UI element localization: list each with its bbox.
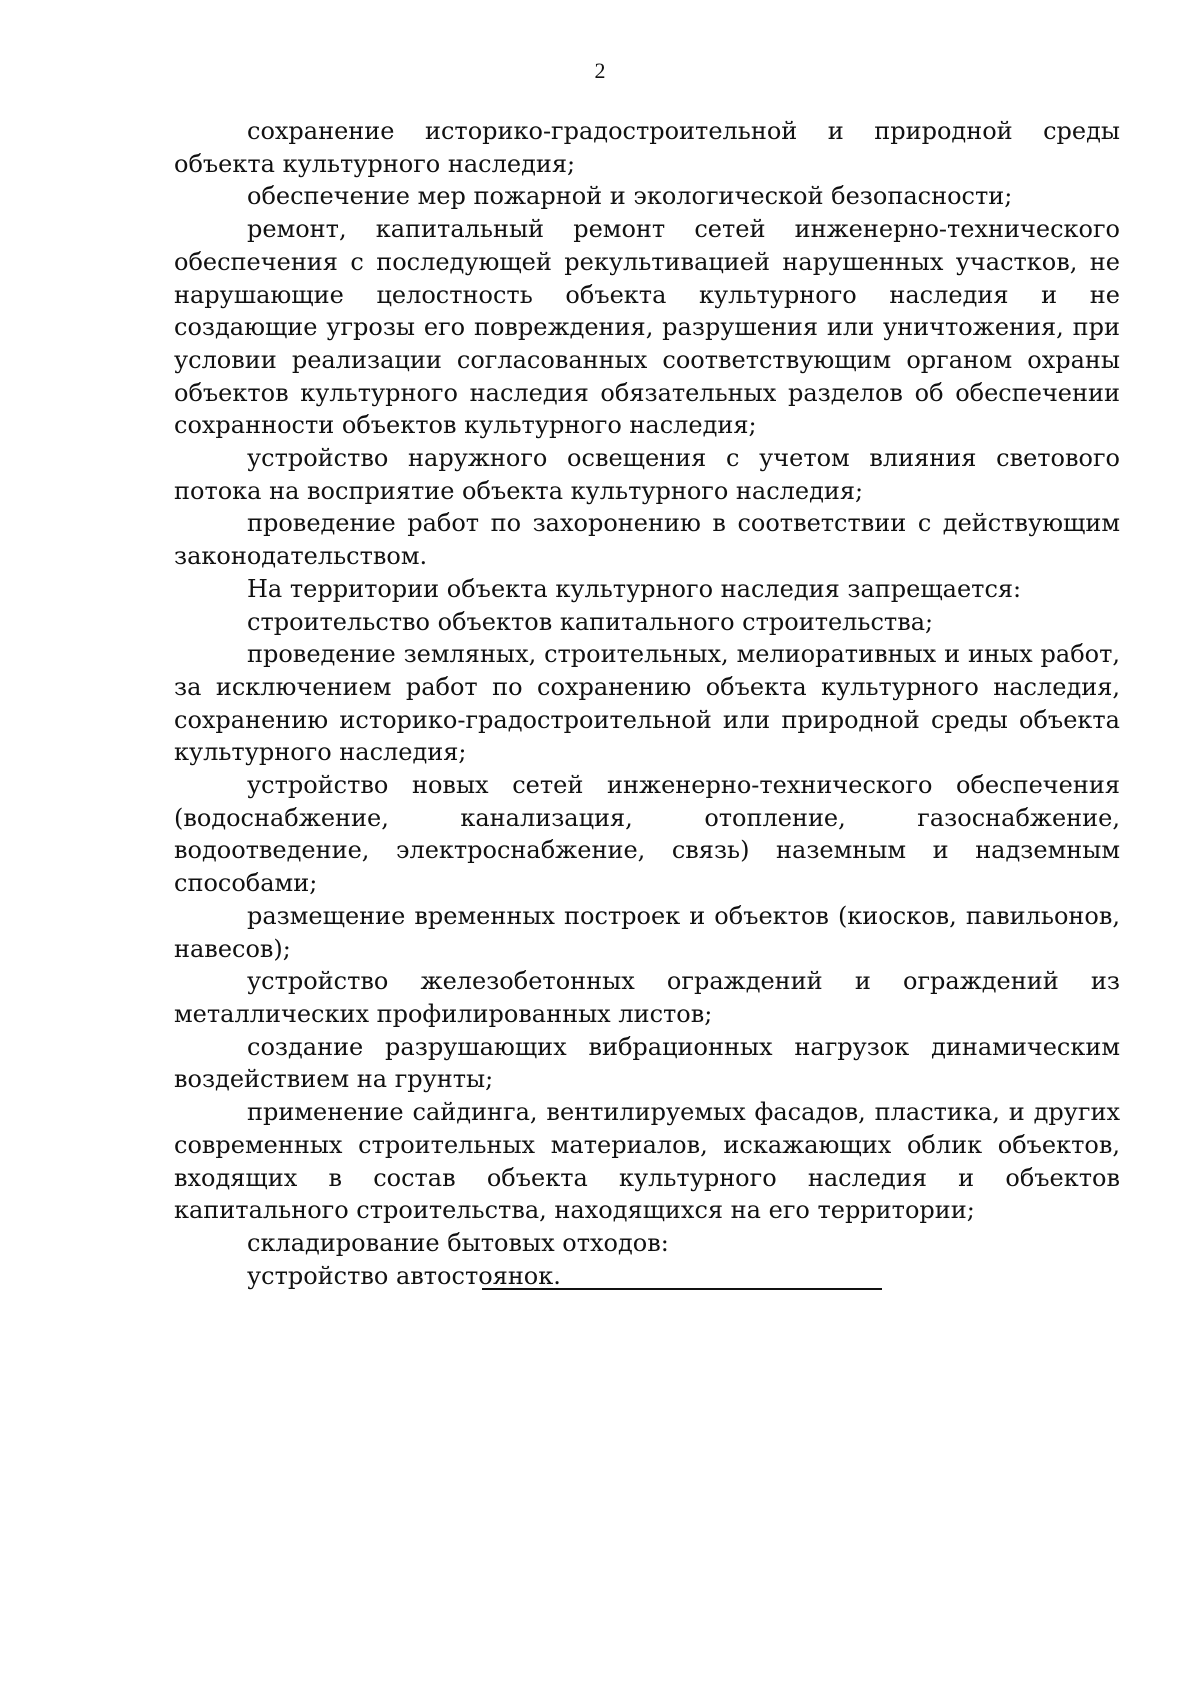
paragraph-burial-works: проведение работ по захоронению в соответствии с действующим законодательством. [174, 509, 1120, 571]
paragraph-fences: устройство железобетонных ограждений и ограждений из металлических профилированных листов; [174, 967, 1120, 1028]
paragraph-waste-storage: складирование бытовых отходов: [247, 1228, 669, 1257]
paragraph-preservation-environment: сохранение историко-градостроительной и природной среды объекта культурного наследия; [174, 117, 1120, 178]
paragraph-earthworks: проведение земляных, строительных, мелиоративных и иных работ, за исключением работ по сохранению объекта культурного наследия, сохранению историко-градостроительной или природной среды объекта культурного наследия; [174, 640, 1120, 767]
document-end-rule [482, 1288, 882, 1290]
paragraph-temporary-buildings: размещение временных построек и объектов (киосков, павильонов, навесов); [174, 901, 1120, 963]
paragraph-modern-materials: применение сайдинга, вентилируемых фасадов, пластика, и других современных строительных материалов, искажающих облик объектов, входящих в состав объекта культурного наследия и объектов капитального строительства, находящихся на его территории; [174, 1098, 1120, 1225]
paragraph-outdoor-lighting: устройство наружного освещения с учетом влияния светового потока на восприятие объекта культурного наследия; [174, 444, 1120, 505]
paragraph-capital-construction: строительство объектов капитального строительства; [247, 607, 934, 636]
page-number: 2 [594, 58, 606, 83]
paragraph-parking: устройство автостоянок. [247, 1261, 561, 1290]
paragraph-new-networks: устройство новых сетей инженерно-технического обеспечения (водоснабжение, канализация, отопление, газоснабжение, водоотведение, электроснабжение, связь) наземным и надземным способами; [174, 771, 1120, 898]
paragraph-prohibitions-heading: На территории объекта культурного наследия запрещается: [247, 574, 1022, 603]
paragraph-vibration-loads: создание разрушающих вибрационных нагрузок динамическим воздействием на грунты; [174, 1032, 1120, 1094]
paragraph-fire-ecology-safety: обеспечение мер пожарной и экологической безопасности; [247, 182, 1013, 211]
document-body [174, 115, 1120, 1292]
paragraph-network-repair: ремонт, капитальный ремонт сетей инженерно-технического обеспечения с последующей рекультивацией нарушенных участков, не нарушающие целостность объекта культурного наследия и не создающие угрозы его повреждения, разрушения или уничтожения, при условии реализации согласованных соответствующим органом охраны объектов культурного наследия обязательных разделов об обеспечении сохранности объектов культурного наследия; [174, 215, 1120, 440]
